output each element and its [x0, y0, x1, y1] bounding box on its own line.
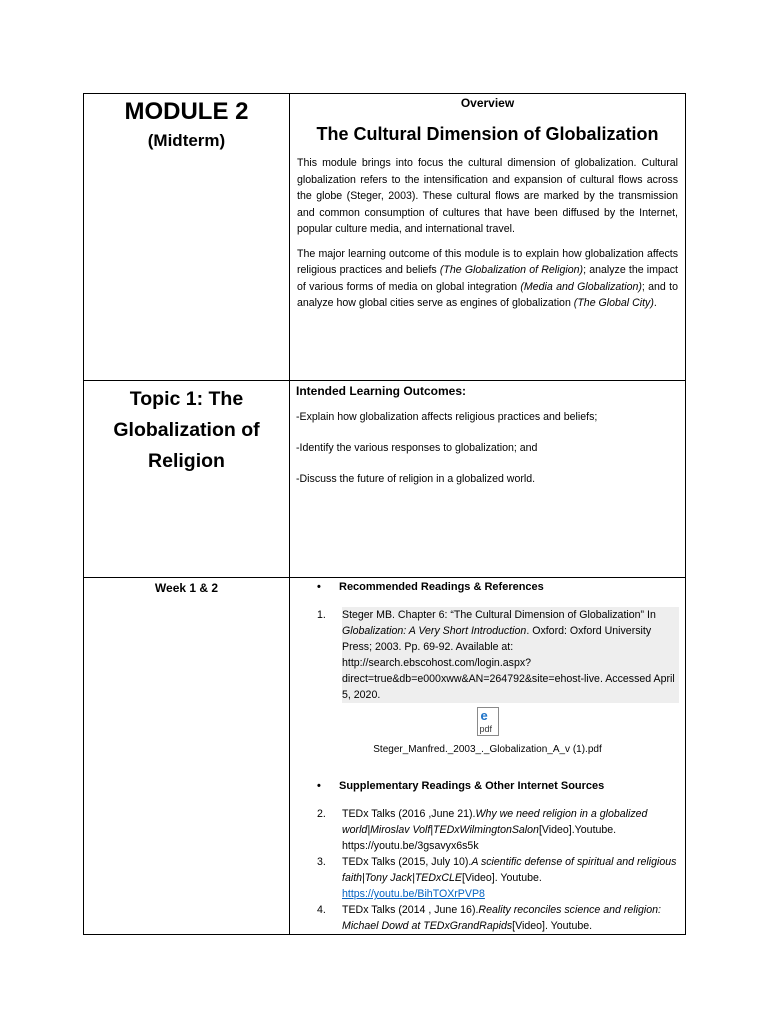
module-cell [84, 94, 290, 381]
overview-paragraph-2: The major learning outcome of this module is to explain how globalization affects religious practices and beliefs (The Globalization of Religion); analyze the impact of various forms of media on global integration (Media and Globalization); and to analyze how global cities serve as engines of globalization (The Global City). [297, 247, 679, 309]
overview-cell [290, 94, 686, 381]
module-subtitle: (Midterm) [147, 131, 226, 150]
recommended-heading: • Recommended Readings & References [317, 581, 544, 593]
overview-heading: Overview [460, 96, 515, 110]
ilo-cell [290, 381, 686, 578]
module-title: MODULE 2 [124, 98, 249, 125]
readings-cell [290, 578, 686, 935]
reference-item: 2. TEDx Talks (2016 ,June 21).Why we need religion in a globalized world|Miroslav Volf|TEDxWilmingtonSalon[Video].Youtube. https://youtu.be/3gsavyx6s5k [317, 808, 648, 852]
reference-item: 4. TEDx Talks (2014 , June 16).Reality reconciles science and religion: Michael Dowd at TEDxGrandRapids[Video]. Youtube. [317, 904, 661, 932]
week-cell [84, 578, 290, 935]
topic-title: Topic 1: The Globalization of Religion [113, 388, 260, 472]
overview-paragraph-1: This module brings into focus the cultural dimension of globalization. Cultural globalization refers to the intensification and expansion of cultural flows across the globe (Steger, 2003). These cultural flows are marked by the transmission and common consumption of cultures that have been diffused by the Internet, popular culture media, and international travel. [297, 157, 678, 235]
ilo-item: -Discuss the future of religion in a globalized world. [296, 473, 536, 485]
overview-title: The Cultural Dimension of Globalization [316, 124, 659, 144]
topic-cell [84, 381, 290, 578]
ilo-heading: Intended Learning Outcomes: [296, 384, 467, 398]
module-table [83, 93, 686, 935]
pdf-filename[interactable]: Steger_Manfred._2003_._Globalization_A_v (1).pdf [373, 744, 602, 755]
reference-item: 3. TEDx Talks (2015, July 10).A scientific defense of spiritual and religious faith|Tony Jack|TEDxCLE[Video]. Youtube. https://youtu.be/BihTOXrPVP8 [317, 856, 677, 900]
youtube-link[interactable]: https://youtu.be/BihTOXrPVP8 [342, 888, 485, 900]
pdf-file-icon[interactable]: e pdf [477, 707, 499, 736]
ilo-item: -Explain how globalization affects religious practices and beliefs; [296, 411, 598, 423]
supplementary-heading: • Supplementary Readings & Other Internet Sources [317, 780, 605, 792]
week-label: Week 1 & 2 [154, 581, 219, 595]
reference-item: 1. Steger MB. Chapter 6: “The Cultural Dimension of Globalization” In Globalization: A Very Short Introduction. Oxford: Oxford University Press; 2003. Pp. 69-92. Available at: http://search.ebscohost.com/login.aspx?direct=true&db=e000xww&AN=264792&site=ehost-live. Accessed April 5, 2020. [290, 607, 685, 703]
pdf-attachment[interactable] [290, 707, 685, 741]
ilo-item: -Identify the various responses to globalization; and [296, 442, 538, 454]
